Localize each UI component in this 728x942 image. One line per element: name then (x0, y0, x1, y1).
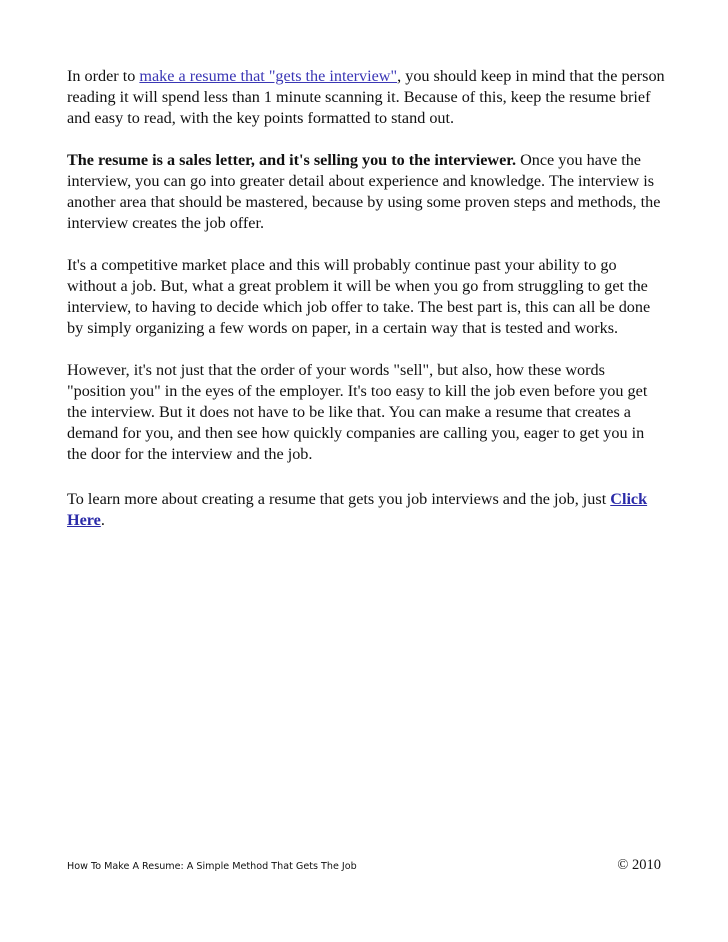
document-body (67, 66, 667, 531)
paragraph-intro (67, 66, 667, 129)
click-here-link[interactable]: Click Here (67, 490, 648, 529)
paragraph-spacer (67, 129, 667, 150)
page-footer (67, 857, 661, 874)
resume-interview-link[interactable]: make a resume that "gets the interview" (139, 67, 398, 85)
sales-letter-bold: The resume is a sales letter, and it's selling you to the interviewer. (67, 151, 517, 169)
learn-more-period: . (100, 511, 105, 529)
paragraph-position: However, it's not just that the order of your words "sell", but also, how these words "position you" in the eyes of the employer. It's too easy to kill the job even before you get the interview. But it does not have to be like that. You can make a resume that creates a demand for you, and then see how quickly companies are calling you, eager to get you in the door for the interview and the job. (67, 361, 648, 463)
paragraph-spacer (67, 234, 667, 255)
learn-more-text: To learn more about creating a resume that gets you job interviews and the job, just (67, 490, 611, 508)
paragraph-learn-more (67, 489, 667, 531)
sales-letter-text: Once you have the interview, you can go into greater detail about experience and knowledge. The interview is another area that should be mastered, because by using some proven steps and methods, the interview creates the job offer. (67, 151, 661, 232)
intro-text-before: In order to (67, 67, 140, 85)
footer-copyright: © 2010 (617, 857, 661, 873)
footer-title: How To Make A Resume: A Simple Method That Gets The Job (67, 861, 357, 872)
paragraph-market: It's a competitive market place and this will probably continue past your ability to go without a job. But, what a great problem it will be when you go from struggling to get the interview, to having to decide which job offer to take. The best part is, this can all be done by simply organizing a few words on paper, in a certain way that is tested and works. (67, 256, 651, 337)
intro-text-after: , you should keep in mind that the person reading it will spend less than 1 minute scanning it. Because of this, keep the resume brief and easy to read, with the key points formatted to stand out. (67, 67, 665, 127)
paragraph-spacer (67, 339, 667, 360)
paragraph-sales-letter (67, 150, 667, 234)
paragraph-spacer (67, 465, 667, 489)
